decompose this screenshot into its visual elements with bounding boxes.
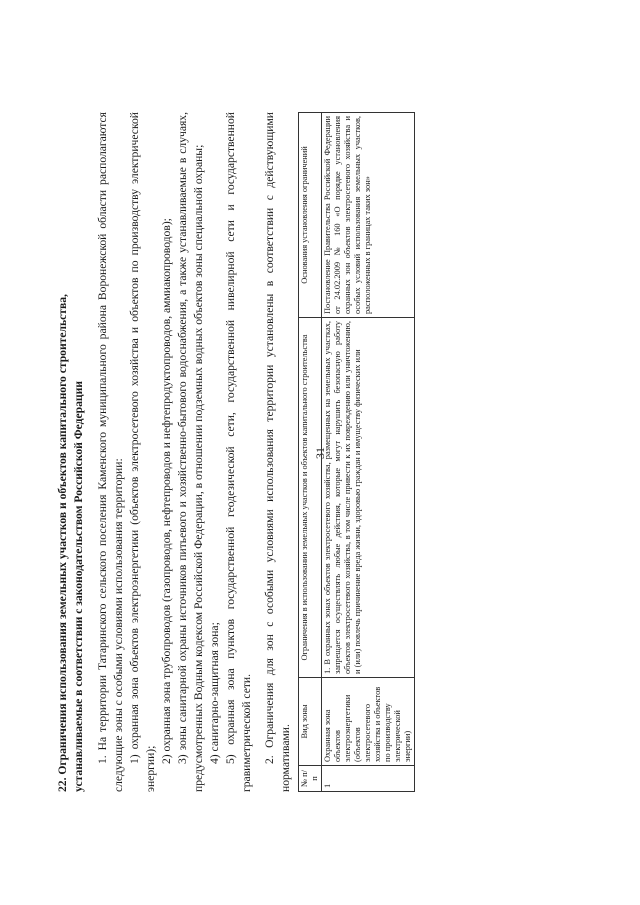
- list-item-3: 3) зоны санитарной охраны источников питьевого и хозяйственно-бытового водоснабжения, а также устанавливаемые в случаях, предусмотренных Водным кодексом Российской Федерации, в отношении подземных водных объектов зоны специальной охраны;: [176, 112, 205, 792]
- header-basis: Основания установления ограничений: [299, 113, 322, 318]
- list-item-2: 2) охранная зона трубопроводов (газопроводов, нефтепроводов и нефтепродуктопроводов, аммиакопроводов);: [160, 218, 173, 764]
- document-body: [55, 112, 585, 792]
- paragraph-2: 2. Ограничения для зон с особыми условиями использования территории установлены в соответствии с действующими нормативами.: [263, 112, 292, 792]
- table-header-row: [299, 113, 322, 792]
- section-heading-line-1: 22. Ограничения использования земельных участков и объектов капитального строительства,: [56, 294, 69, 792]
- paragraph-1: 1. На территории Татаринского сельского поселения Каменского муниципального района Воронежской области располагаются следующие зоны с особыми условиями использования территории:: [96, 112, 125, 792]
- list-item-5: 5) охранная зона пунктов государственной геодезической сети, государственной нивелирной сети и государственной гравиметрической сети.: [224, 112, 253, 792]
- header-zone-type: Вид зоны: [299, 678, 322, 766]
- section-heading: [55, 112, 87, 792]
- cell-number: 1: [322, 766, 415, 792]
- list-item-4: 4) санитарно-защитная зона;: [208, 622, 221, 764]
- section-heading-line-2: устанавливаемые в соответствии с законодательством Российской Федерации: [72, 381, 85, 792]
- cell-zone-type: Охранная зона объектов электроэнергетики (объектов электросетевого хозяйства и объектов по производству электрической энергии): [322, 678, 415, 766]
- header-number: № п/п: [299, 766, 322, 792]
- list-item-1: 1) охранная зона объектов электроэнергетики (объектов электросетевого хозяйства и объектов по производству электрической энергии);: [128, 112, 157, 792]
- table-row: [322, 113, 415, 792]
- cell-basis: Постановление Правительства Российской Федерации от 24.02.2009 № 160 «О порядке установления охранных зон объектов электросетевого хозяйства и особых условий использования земельных участков, расположенных в границах таких зон»: [322, 113, 415, 318]
- page-number: 31: [313, 447, 327, 459]
- header-restrictions: Ограничения в использовании земельных участков и объектов капитального строительства: [299, 318, 322, 678]
- restrictions-table: [298, 112, 415, 792]
- cell-restrictions: 1. В охранных зонах объектов электросетевого хозяйства, размещенных на земельных участках, запрещается осуществлять любые действия, которые могут нарушить безопасную работу объектов электросетевого хозяйства, в том числе привести к их повреждению или уничтожению, и (или) повлечь причинение вреда жизни, здоровью граждан и имуществу физических или: [322, 318, 415, 678]
